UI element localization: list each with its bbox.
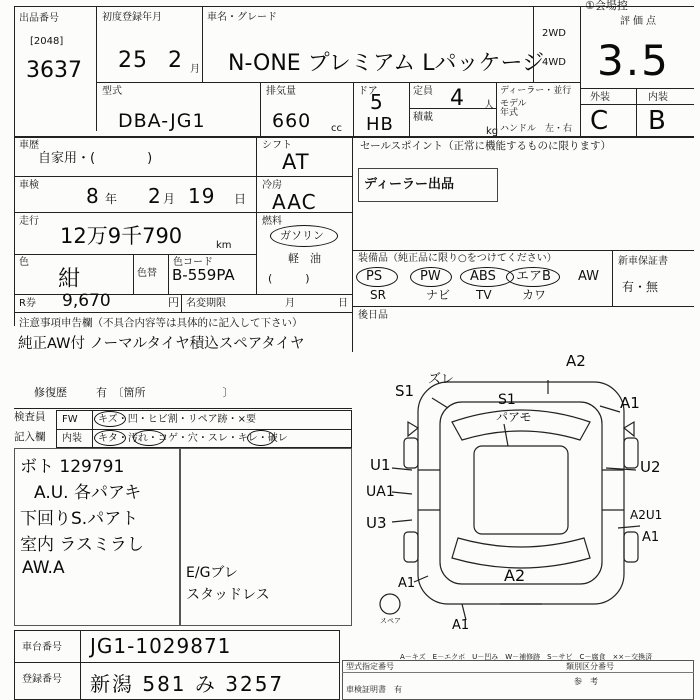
top-right-note: ①会場控	[585, 0, 628, 12]
fuel-gas: ガソリン	[280, 229, 324, 242]
mark-s1-left: S1	[395, 382, 415, 400]
color-label: 色	[19, 257, 29, 268]
capacity-value: 4	[450, 86, 465, 111]
displacement-value: 660	[272, 110, 312, 132]
color-no-label: 色替	[137, 268, 157, 279]
inspection-year-unit: 年	[105, 192, 118, 206]
capacity-unit: 人	[484, 100, 494, 111]
score-label: 評価点	[620, 16, 659, 27]
fw-items: キズ・凹・ヒビ割・リペア跡・×要	[98, 414, 256, 425]
dealer-label: ディーラー・並行	[500, 86, 572, 96]
capacity-label: 定員	[413, 86, 433, 97]
engine-note2: スタッドレス	[186, 587, 270, 603]
type-value: DBA-JG1	[118, 110, 206, 132]
drive-2wd: 2WD	[542, 28, 566, 39]
chassis-value: JG1-1029871	[90, 634, 232, 658]
first-reg-month: 2	[168, 48, 183, 73]
doors-label: ドア	[358, 86, 378, 97]
displacement-unit: cc	[331, 123, 342, 134]
interior-items: キタ・汚れ・コゲ・穴・スレ・キレ・破レ	[98, 433, 288, 444]
mark-a2u1: A2U1	[630, 508, 663, 522]
engine-note1: E/Gブレ	[186, 565, 238, 581]
fw-label: FW	[62, 414, 78, 425]
exterior-grade: C	[590, 106, 610, 136]
equipment-item: PS	[366, 269, 383, 284]
mark-u1: U1	[370, 456, 391, 474]
model-grade: N-ONE プレミアム Lパッケージ	[228, 51, 545, 76]
mark-roof-note: パアモ	[496, 410, 532, 424]
interior-grade: B	[648, 106, 667, 136]
lot-number: 3637	[26, 58, 82, 83]
first-reg-label: 初度登録年月	[102, 12, 162, 23]
repair-value: 有 〔箇所 〕	[96, 386, 234, 399]
mileage-label: 走行	[19, 216, 39, 227]
ac-label: 冷房	[262, 180, 282, 191]
color-value: 紺	[58, 267, 82, 292]
reg-label: 登録番号	[22, 674, 62, 685]
mark-s1-roof: S1	[498, 392, 516, 408]
history-value: 自家用・( )	[38, 151, 153, 166]
inspection-year: 8	[86, 184, 100, 208]
drive-4wd: 4WD	[542, 57, 566, 68]
mark-a2-top: A2	[566, 352, 586, 370]
mileage-unit: km	[216, 240, 232, 251]
mark-a1-right: A1	[620, 394, 640, 412]
first-reg-year: 25	[118, 48, 148, 73]
cert-label: 車検証明書	[346, 685, 386, 694]
repair-label: 修復歴	[34, 386, 67, 399]
entry-label: 記入欄	[14, 431, 46, 443]
reg-value: 新潟 581 み 3257	[90, 672, 285, 696]
interior-check-label: 内装	[62, 433, 82, 444]
inspection-day: 19	[188, 184, 216, 208]
mark-a2-bottom: A2	[504, 566, 526, 585]
recycle-value: 9,670	[62, 291, 111, 311]
lot-code: [2048]	[30, 36, 64, 47]
recycle-label: R券	[19, 298, 36, 309]
note-line5: AW.A	[22, 558, 65, 578]
load-unit: kg	[486, 126, 499, 137]
inspector-label: 検査員	[14, 411, 46, 423]
ac-value: AAC	[272, 190, 317, 214]
score-value: 3.5	[597, 36, 670, 85]
mark-ua1: UA1	[366, 484, 395, 500]
spare-label: スペア	[380, 617, 401, 625]
model-grade-label: 車名・グレード	[207, 12, 277, 23]
chassis-label: 車台番号	[22, 642, 62, 653]
body-value: HB	[366, 114, 394, 135]
mark-u2: U2	[640, 458, 661, 476]
note-line3: 下回りS.パアト	[20, 509, 139, 529]
equipment-item: SR	[370, 288, 386, 302]
first-reg-month-unit: 月	[190, 64, 200, 75]
name-change-month: 月	[285, 298, 295, 309]
equipment-item: ナビ	[426, 288, 451, 302]
color-code: B-559PA	[172, 266, 235, 284]
equipment-item: PW	[420, 269, 441, 284]
history-label: 車歴	[19, 140, 39, 151]
mark-a1-bottom-left: A1	[398, 576, 416, 591]
type-label: 型式	[102, 86, 122, 97]
equipment-item: ABS	[470, 269, 496, 284]
damage-legend: A－キズ E－エクボ U－凹み W－補修跡 S－サビ C－腐食 ××－交換済	[400, 653, 653, 661]
mark-a1-rear: A1	[642, 530, 660, 545]
displacement-label: 排気量	[266, 86, 296, 97]
new-car-warranty-value: 有・無	[622, 280, 659, 294]
doors-value: 5	[370, 90, 384, 114]
model-class-label: 型式指定番号	[346, 662, 394, 671]
inspection-label: 車検	[19, 180, 39, 191]
name-change-label: 名変期限	[186, 298, 226, 309]
name-change-day: 日	[338, 298, 348, 309]
shift-value: AT	[282, 150, 310, 174]
equipment-label: 装備品（純正品に限り○をつけてください）	[358, 253, 557, 264]
note-line1: ボト 129791	[20, 457, 125, 477]
fuel-label: 燃料	[262, 216, 282, 227]
color-code-label: 色コード	[173, 257, 213, 268]
model-year-label: モデル 年式	[500, 99, 527, 118]
rear-label: 後日品	[358, 310, 388, 321]
notes-label: 注意事項申告欄（不具合内容等は具体的に記入して下さい）	[19, 317, 303, 329]
mileage-value: 12万9千790	[60, 224, 183, 248]
sales-points-label: セールスポイント（正常に機能するものに限ります）	[360, 140, 612, 152]
handle-label: ハンドル 左・右	[500, 124, 573, 134]
ref-label: 参 考	[574, 677, 598, 686]
load-label: 積載	[413, 112, 433, 123]
notes-handwritten: 純正AW付 ノーマルタイヤ積込スペアタイヤ	[18, 336, 305, 352]
new-car-warranty-label: 新車保証書	[618, 256, 668, 267]
equipment-item: TV	[476, 288, 492, 302]
equipment-item: AW	[578, 269, 600, 284]
mark-a1-bottom: A1	[452, 618, 470, 633]
exterior-label: 外装	[590, 92, 610, 103]
mark-u3: U3	[366, 514, 387, 532]
fuel-paren: ( )	[268, 272, 310, 285]
mark-zure: ズレ	[428, 372, 455, 387]
recycle-unit: 円	[168, 296, 179, 309]
equipment-item: エアB	[516, 269, 551, 284]
inspection-month: 2	[148, 184, 162, 208]
note-line4: 室内 ラスミラし	[20, 535, 144, 555]
shift-label: シフト	[262, 140, 292, 151]
interior-label: 内装	[648, 92, 668, 103]
inspection-day-unit: 日	[234, 192, 247, 206]
lot-label: 出品番号	[19, 13, 59, 24]
class-label: 類別区分番号	[566, 662, 614, 671]
fuel-diesel: 軽 油	[288, 252, 321, 265]
equipment-item: カワ	[522, 288, 547, 302]
dealer-stamp: ディーラー出品	[364, 177, 454, 192]
note-line2: A.U. 各パアキ	[34, 483, 142, 503]
inspection-month-unit: 月	[163, 192, 176, 206]
cert-value: 有	[394, 685, 402, 694]
